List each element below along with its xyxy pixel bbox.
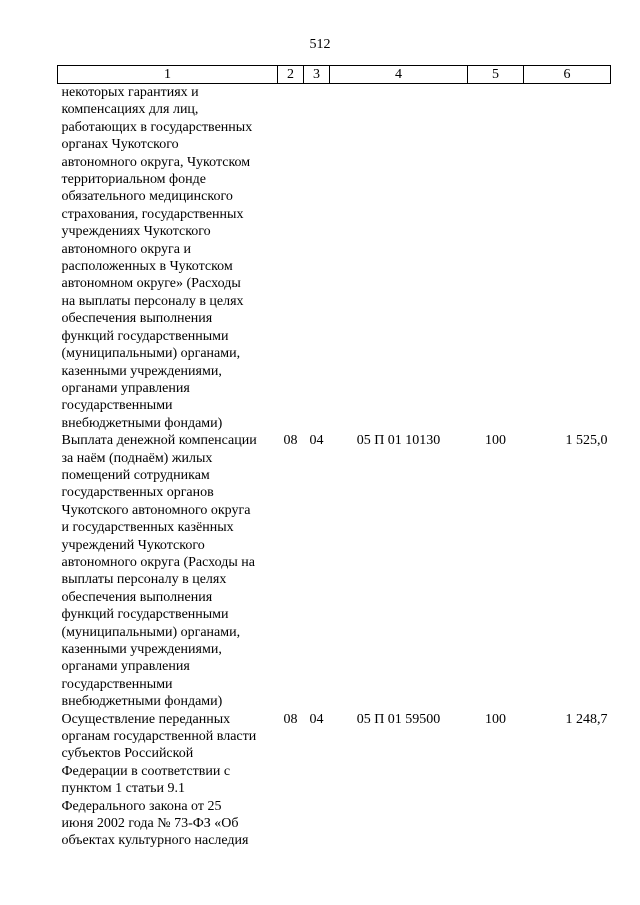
row-subsection: 04 — [309, 433, 324, 449]
row-expense-type: 100 — [485, 711, 506, 727]
row-amount: 1 525,0 — [565, 433, 608, 449]
column-header-1: 1 — [58, 66, 278, 84]
table-row — [58, 432, 611, 711]
column-header-5: 5 — [468, 66, 524, 84]
row-name: Выплата денежной компенсации за наём (поднаём) жилых помещений сотрудникам государственных органов Чукотского автономного округа и государственных казённых учреждений Чукотского автономного округа (Расходы на выплаты персоналу в целях обеспечения выполнения функций государственными (муниципальными) органами, казенными учреждениями, органами управления государственными внебюджетными фондами) — [61, 433, 257, 710]
row-target-code: 05 П 01 10130 — [356, 433, 441, 449]
table-row — [58, 711, 611, 850]
row-section: 08 — [283, 433, 298, 449]
table-header-row — [58, 66, 611, 84]
row-expense-type — [468, 84, 524, 433]
budget-table — [57, 65, 611, 850]
row-subsection — [304, 84, 330, 433]
row-amount — [524, 84, 611, 433]
row-target-code: 05 П 01 59500 — [356, 711, 441, 727]
column-header-2: 2 — [278, 66, 304, 84]
row-section — [278, 84, 304, 433]
column-header-4: 4 — [330, 66, 468, 84]
column-header-6: 6 — [524, 66, 611, 84]
row-target-code — [330, 84, 468, 433]
column-header-3: 3 — [304, 66, 330, 84]
table-row — [58, 84, 611, 433]
row-amount: 1 248,7 — [565, 711, 608, 727]
row-subsection: 04 — [309, 711, 324, 727]
page-number: 512 — [309, 37, 331, 52]
row-section: 08 — [283, 711, 298, 727]
row-expense-type: 100 — [485, 433, 506, 449]
row-name: некоторых гарантиях и компенсациях для лиц, работающих в государственных органах Чукотского автономного округа, Чукотском территориальном фонде обязательного медицинского страхования, государственных учреждениях Чукотского автономного округа и расположенных в Чукотском автономном округе» (Расходы на выплаты персоналу в целях обеспечения выполнения функций государственными (муниципальными) органами, казенными учреждениями, органами управления государственными внебюджетными фондами) — [61, 85, 253, 431]
row-name: Осуществление переданных органам государственной власти субъектов Российской Федерации в соответствии с пунктом 1 статьи 9.1 Федерального закона от 25 июня 2002 года № 73-ФЗ «Об объектах культурного наследия — [61, 711, 257, 849]
